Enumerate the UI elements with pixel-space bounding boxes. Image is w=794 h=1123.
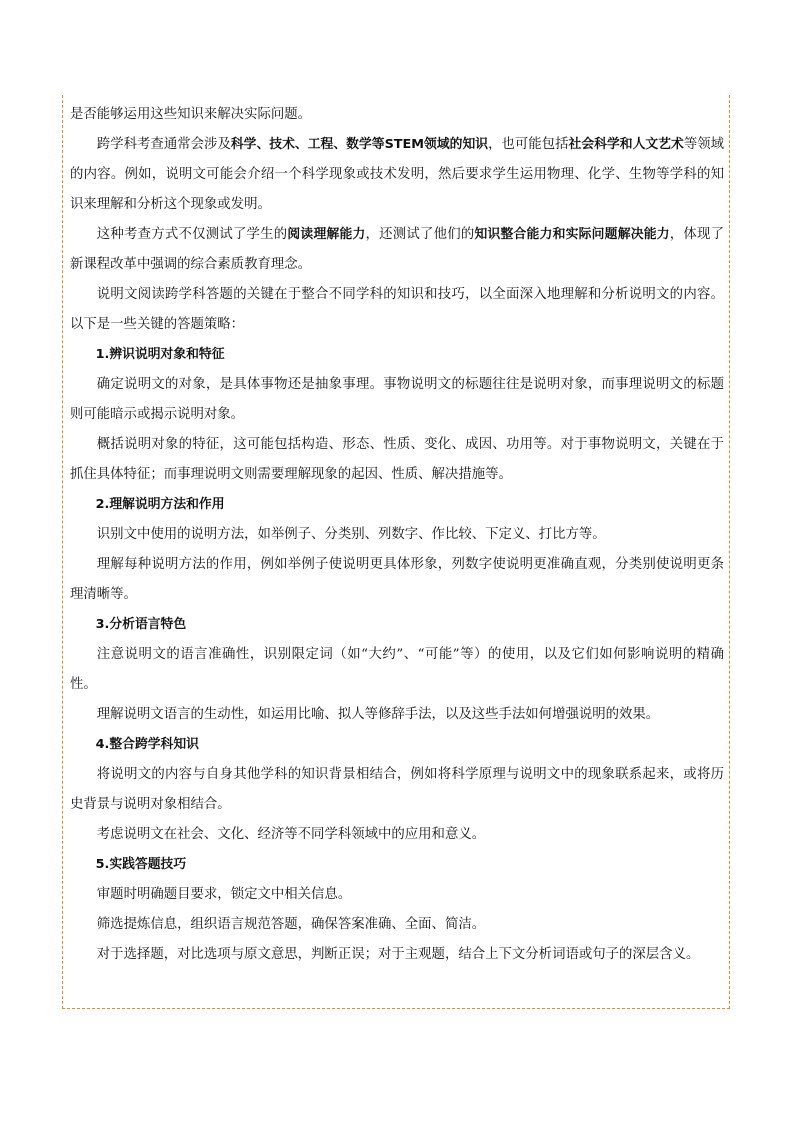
paragraph: 审题时明确题目要求，锁定文中相关信息。 <box>96 887 352 902</box>
paragraph: 将说明文的内容与自身其他学科的知识背景相结合，例如将科学原理与说明文中的现象联系起来，或将历史背景与说明对象相结合。 <box>70 767 724 812</box>
heading-4: 4.整合跨学科知识 <box>95 737 199 752</box>
emphasis-humanities: 社会科学和人文艺术 <box>568 137 684 152</box>
paragraph: 筛选提炼信息，组织语言规范答题，确保答案准确、全面、简洁。 <box>96 917 486 932</box>
paragraph: 对于选择题，对比选项与原文意思，判断正误；对于主观题，结合上下文分析词语或句子的深层含义。 <box>96 947 700 962</box>
emphasis-reading: 阅读理解能力 <box>287 227 366 242</box>
paragraph: 概括说明对象的特征，这可能包括构造、形态、性质、变化、成因、功用等。对于事物说明文，关键在于抓住具体特征；而事理说明文则需要理解现象的起因、性质、解决措施等。 <box>70 437 724 482</box>
paragraph: 理解每种说明方法的作用，例如举例子使说明更具体形象，列数字使说明更准确直观，分类别使说明更条理清晰等。 <box>70 557 724 602</box>
paragraph: 考虑说明文在社会、文化、经济等不同学科领域中的应用和意义。 <box>96 827 486 842</box>
paragraph-assessment <box>70 220 724 280</box>
emphasis-stem: 科学、技术、工程、数学等STEM领域的知识 <box>230 137 489 152</box>
paragraph: 注意说明文的语言准确性，识别限定词（如“大约”、“可能”等）的使用，以及它们如何影响说明的精确性。 <box>70 647 724 692</box>
paragraph-interdisciplinary <box>70 130 724 220</box>
text-span: 跨学科考查通常会涉及 <box>96 137 231 152</box>
paragraph: 理解说明文语言的生动性，如运用比喻、拟人等修辞手法，以及这些手法如何增强说明的效果。 <box>96 707 660 722</box>
heading-1: 1.辨识说明对象和特征 <box>95 347 225 362</box>
heading-5: 5.实践答题技巧 <box>95 857 187 872</box>
text-span: ，还测试了他们的 <box>365 227 475 242</box>
text-span: ，体现了新课程改革中强调的综合素质教育理念。 <box>70 227 725 272</box>
paragraph: 识别文中使用的说明方法，如举例子、分类别、列数字、作比较、下定义、打比方等。 <box>96 527 606 542</box>
text-span: 这种考查方式不仅测试了学生的 <box>96 227 288 242</box>
paragraph-key-strategies: 说明文阅读跨学科答题的关键在于整合不同学科的知识和技巧，以全面深入地理解和分析说明文的内容。以下是一些关键的答题策略： <box>70 287 724 332</box>
heading-2: 2.理解说明方法和作用 <box>95 497 225 512</box>
emphasis-integration: 知识整合能力和实际问题解决能力 <box>474 227 670 242</box>
paragraph: 确定说明文的对象，是具体事物还是抽象事理。事物说明文的标题往往是说明对象，而事理说明文的标题则可能暗示或揭示说明对象。 <box>70 377 724 422</box>
document-body <box>70 100 724 970</box>
text-span: 等领域的内容。例如，说明文可能会介绍一个科学现象或技术发明，然后要求学生运用物理、化学、生物等学科的知识来理解和分析这个现象或发明。 <box>70 137 725 212</box>
heading-3: 3.分析语言特色 <box>95 617 187 632</box>
text-span: ，也可能包括 <box>488 137 569 152</box>
paragraph-intro-end: 是否能够运用这些知识来解决实际问题。 <box>70 107 312 122</box>
